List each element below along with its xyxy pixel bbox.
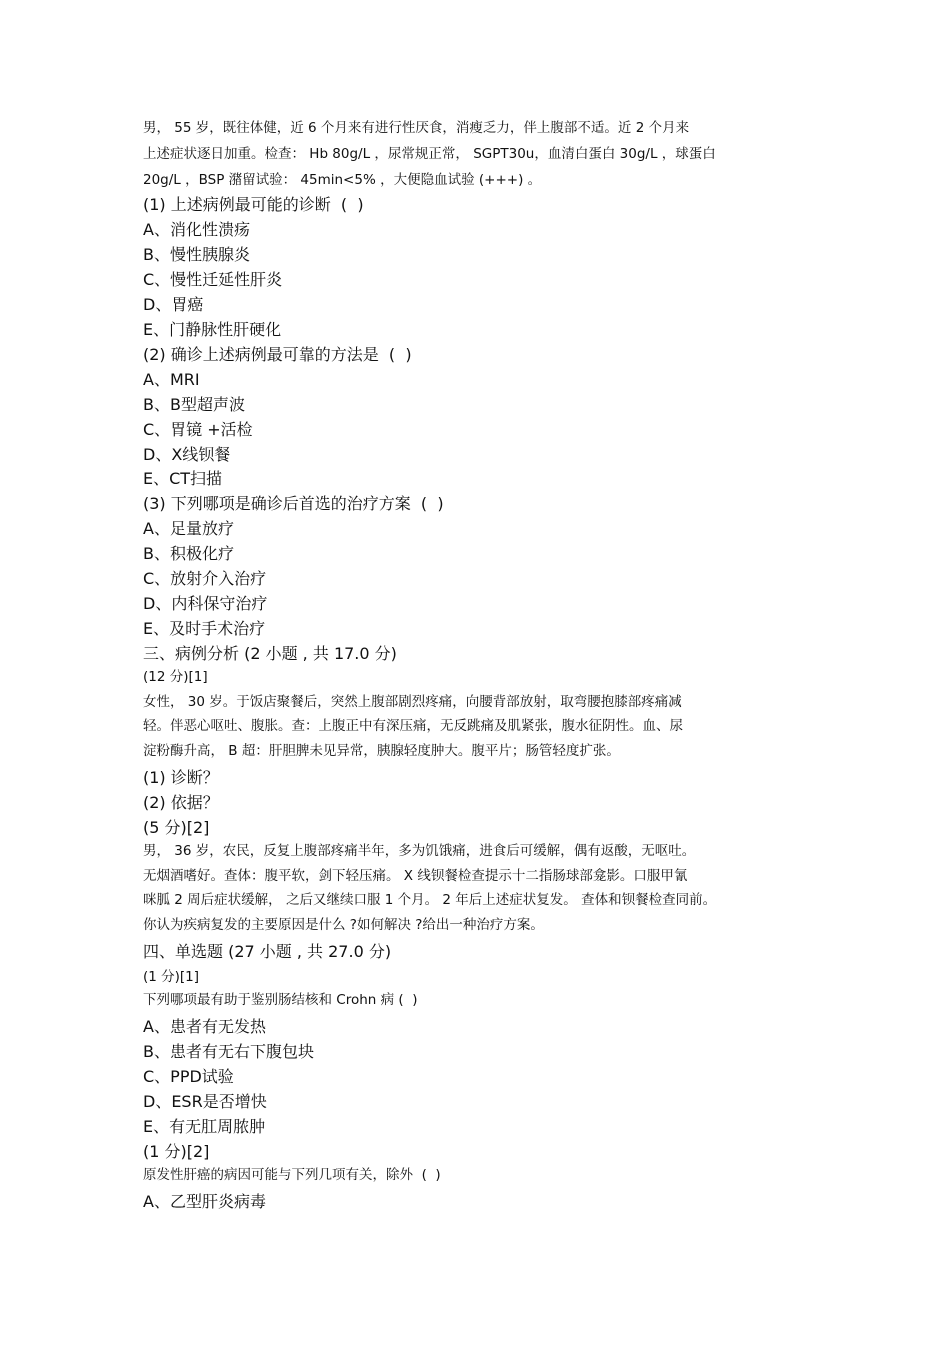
case1-line-1: 男， 55 岁，既往体健，近 6 个月来有进行性厌食，消瘦乏力，伴上腹部不适。近 2 个月来 [143,120,690,136]
section4-item1-option-e: E、有无肛周脓肿 [143,1117,266,1136]
case1-line-3: 20g/L ，BSP 潴留试验： 45min<5% ，大便隐血试验 (+++) 。 [143,172,542,188]
case1-q1-option-b: B、慢性胰腺炎 [143,245,250,264]
section4-item2-stem: 原发性肝癌的病因可能与下列几项有关，除外 ( ) [143,1167,441,1183]
case1-q2-option-e: E、CT扫描 [143,469,223,488]
section4-item1-option-d: D、ESR是否增快 [143,1092,267,1111]
section4-item1-option-c: C、PPD试验 [143,1067,234,1086]
case1-q1-option-d: D、胃癌 [143,295,204,314]
case1-line-2: 上述症状逐日加重。检查： Hb 80g/L ，尿常规正常， SGPT30u，血清白蛋白 30g/L ，球蛋白 [143,146,716,162]
case1-q3-option-e: E、及时手术治疗 [143,619,266,638]
section3-heading: 三、病例分析 (2 小题 , 共 17.0 分) [143,644,397,663]
case1-q3-option-a: A、足量放疗 [143,519,234,538]
section3-item2-line-1: 男， 36 岁，农民，反复上腹部疼痛半年，多为饥饿痛，进食后可缓解，偶有返酸，无呕吐。 [143,843,696,859]
section4-item1-stem: 下列哪项最有助于鉴别肠结核和 Crohn 病 ( ) [143,992,418,1008]
section3-item1-line-1: 女性， 30 岁。于饭店聚餐后，突然上腹部剧烈疼痛，向腰背部放射，取弯腰抱膝部疼痛减 [143,694,682,710]
section3-item1-score: (12 分)[1] [143,669,208,685]
section4-heading: 四、单选题 (27 小题 , 共 27.0 分) [143,942,392,961]
case1-q3-option-d: D、内科保守治疗 [143,594,268,613]
case1-q3-option-c: C、放射介入治疗 [143,569,267,588]
section3-item2-line-4: 你认为疾病复发的主要原因是什么 ?如何解决 ?给出一种治疗方案。 [143,917,544,933]
case1-q1-option-a: A、消化性溃疡 [143,220,250,239]
section3-item1-line-3: 淀粉酶升高， B 超：肝胆脾未见异常，胰腺轻度肿大。腹平片；肠管轻度扩张。 [143,743,620,759]
section3-item1-q2: (2) 依据？ [143,793,219,812]
section4-item2-option-a: A、乙型肝炎病毒 [143,1192,266,1211]
section4-item2-score: (1 分)[2] [143,1142,210,1161]
case1-q1-option-c: C、慢性迁延性肝炎 [143,270,283,289]
case1-q3-option-b: B、积极化疗 [143,544,234,563]
case1-q1-option-e: E、门静脉性肝硬化 [143,320,282,339]
section3-item2-line-2: 无烟酒嗜好。查体：腹平软，剑下轻压痛。 X 线钡餐检查提示十二指肠球部龛影。口服甲氰 [143,868,688,884]
section4-item1-option-a: A、患者有无发热 [143,1017,266,1036]
case1-q2-stem: (2) 确诊上述病例最可靠的方法是 ( ) [143,345,412,364]
section3-item1-line-2: 轻。伴恶心呕吐、腹胀。查：上腹正中有深压痛，无反跳痛及肌紧张，腹水征阴性。血、尿 [143,718,683,734]
section4-item1-score: (1 分)[1] [143,969,200,985]
case1-q2-option-a: A、MRI [143,370,200,389]
case1-q2-option-b: B、B型超声波 [143,395,245,414]
section4-item1-option-b: B、患者有无右下腹包块 [143,1042,314,1061]
case1-q2-option-c: C、胃镜 +活检 [143,420,253,439]
case1-q3-stem: (3) 下列哪项是确诊后首选的治疗方案 ( ) [143,494,444,513]
section3-item2-score: (5 分)[2] [143,818,210,837]
case1-q1-stem: (1) 上述病例最可能的诊断 ( ) [143,195,364,214]
section3-item1-q1: (1) 诊断？ [143,768,219,787]
case1-q2-option-d: D、X线钡餐 [143,445,231,464]
section3-item2-line-3: 咪胍 2 周后症状缓解， 之后又继续口服 1 个月。 2 年后上述症状复发。 查体和钡餐检查同前。 [143,892,717,908]
